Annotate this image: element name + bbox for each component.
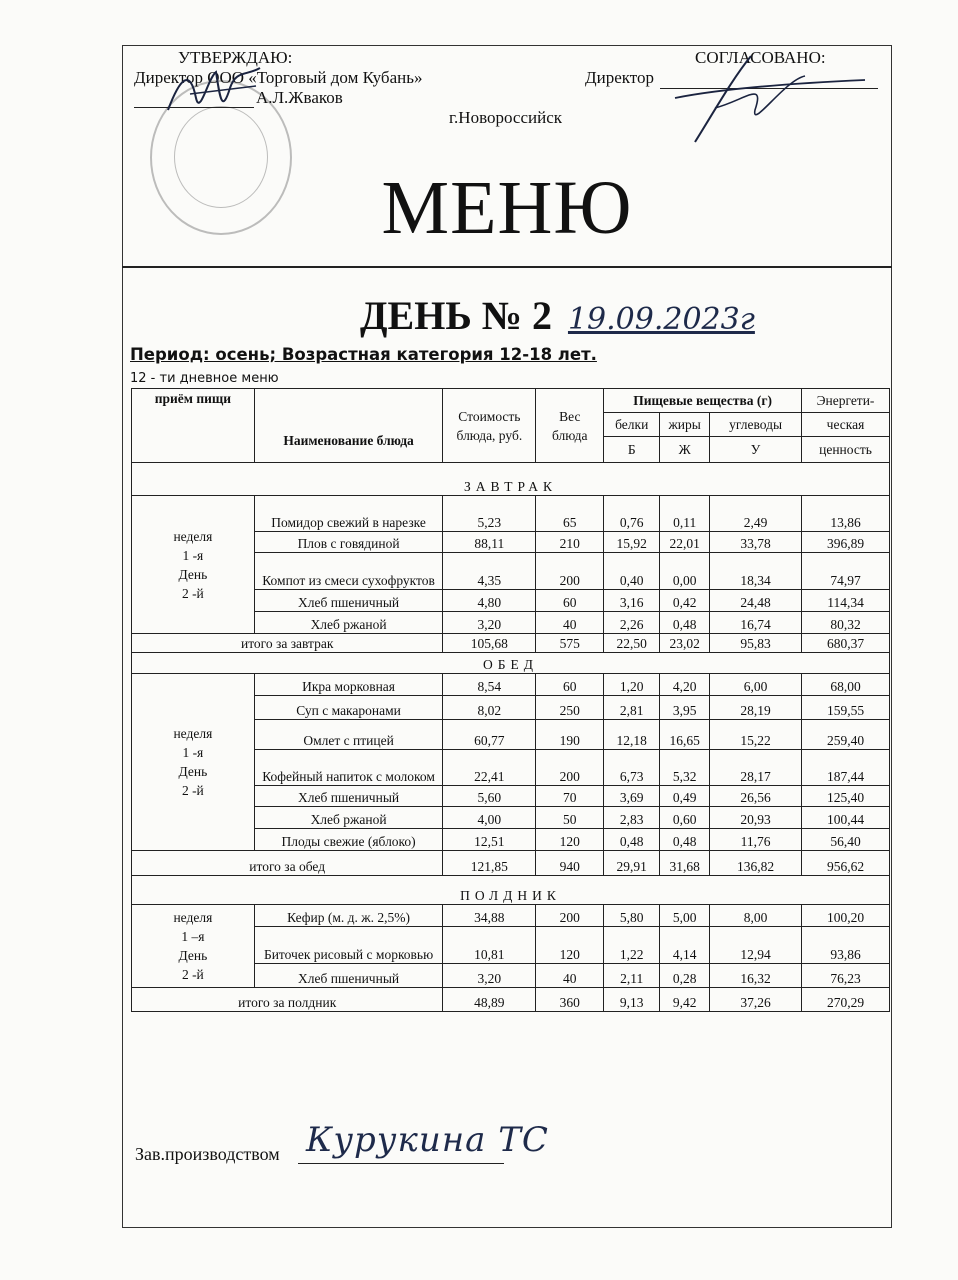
section-snack: ПОЛДНИК [132,876,890,905]
director-name: А.Л.Жваков [256,88,343,107]
dish-name: Икра морковная [254,674,443,696]
col-protein: белки [604,413,660,437]
table-row: Биточек рисовый с морковью 10,81 120 1,22 4,14 12,94 93,86 [132,927,890,964]
dish-name: Помидор свежий в нарезке [254,496,443,532]
dish-name: Плоды свежие (яблоко) [254,829,443,851]
table-row: Омлет с птицей 60,77 190 12,18 16,65 15,22 259,40 [132,720,890,750]
dish-name: Хлеб пшеничный [254,590,443,612]
day-label: ДЕНЬ № 2 [360,293,552,338]
period-line: Период: осень; Возрастная категория 12-18 лет. [130,345,597,364]
dish-name: Кефир (м. д. ж. 2,5%) [254,905,443,927]
table-row: Кофейный напиток с молоком 22,41 200 6,73 5,32 28,17 187,44 [132,750,890,786]
table-row: Плов с говядиной 88,11 210 15,92 22,01 33,78 396,89 [132,532,890,553]
table-row: Хлеб пшеничный 5,60 70 3,69 0,49 26,56 125,40 [132,786,890,807]
footer-signature: Курукина ТС [306,1120,549,1160]
dish-name: Омлет с птицей [254,720,443,750]
director-line: Директор ООО «Торговый дом Кубань» [134,68,423,87]
section-breakfast: ЗАВТРАК [132,463,890,496]
table-row: Компот из смеси сухофруктов 4,35 200 0,40 0,00 18,34 74,97 [132,553,890,590]
day-date: 19.09.2023г [567,302,755,337]
dish-name: Плов с говядиной [254,532,443,553]
dish-name: Хлеб пшеничный [254,964,443,988]
table-row: Хлеб пшеничный 4,80 60 3,16 0,42 24,48 114,34 [132,590,890,612]
col-b: Б [604,437,660,463]
dish-name: Кофейный напиток с молоком [254,750,443,786]
dish-name: Компот из смеси сухофруктов [254,553,443,590]
table-row: Хлеб пшеничный 3,20 40 2,11 0,28 16,32 76,23 [132,964,890,988]
menu-table [131,388,890,1012]
total-row-snack: итого за полдник 48,89 360 9,13 9,42 37,26 270,29 [132,988,890,1012]
dish-name: Хлеб ржаной [254,807,443,829]
table-row: Хлеб ржаной 4,00 50 2,83 0,60 20,93 100,44 [132,807,890,829]
col-dish: Наименование блюда [254,389,443,463]
agreed-director: Директор [585,68,654,87]
title-divider [122,266,892,268]
approve-label: УТВЕРЖДАЮ: [178,48,293,67]
agreed-signature [655,50,885,150]
table-row: Хлеб ржаной 3,20 40 2,26 0,48 16,74 80,32 [132,612,890,634]
week-day-label: неделя 1 -я День 2 -й [132,674,255,851]
city: г.Новороссийск [449,108,563,127]
col-energy-1: Энергети- [802,389,890,413]
table-row: неделя 1 -я День 2 -й Помидор свежий в нарезке 5,23 65 0,76 0,11 2,49 13,86 [132,496,890,532]
dish-name: Хлеб пшеничный [254,786,443,807]
menu-subtitle: 12 - ти дневное меню [130,371,279,386]
col-u: У [710,437,802,463]
col-weight: Вес блюда [536,389,604,463]
week-day-label: неделя 1 –я День 2 -й [132,905,255,988]
day-title [360,292,755,339]
col-cost: Стоимость блюда, руб. [443,389,536,463]
total-row-breakfast: итого за завтрак 105,68 575 22,50 23,02 95,83 680,37 [132,634,890,653]
dish-name: Суп с макаронами [254,696,443,720]
agreed-label: СОГЛАСОВАНО: [695,48,826,67]
col-meal: приём пищи [132,389,255,463]
col-carbs: углеводы [710,413,802,437]
col-zh: Ж [660,437,710,463]
col-fat: жиры [660,413,710,437]
page-title: МЕНЮ [381,166,633,250]
col-energy-2: ческая [802,413,890,437]
table-row: неделя 1 –я День 2 -й Кефир (м. д. ж. 2,5%) 34,88 200 5,80 5,00 8,00 100,20 [132,905,890,927]
week-day-label: неделя 1 -я День 2 -й [132,496,255,634]
total-row-lunch: итого за обед 121,85 940 29,91 31,68 136,82 956,62 [132,851,890,876]
table-row: неделя 1 -я День 2 -й Икра морковная 8,54 60 1,20 4,20 6,00 68,00 [132,674,890,696]
section-lunch: ОБЕД [132,653,890,674]
table-head [132,389,890,463]
footer-label: Зав.производством [135,1144,280,1164]
table-row: Плоды свежие (яблоко) 12,51 120 0,48 0,48 11,76 56,40 [132,829,890,851]
director-signature [160,58,270,128]
footer-signature-line [298,1163,504,1164]
dish-name: Биточек рисовый с морковью [254,927,443,964]
col-energy-3: ценность [802,437,890,463]
dish-name: Хлеб ржаной [254,612,443,634]
table-row: Суп с макаронами 8,02 250 2,81 3,95 28,19 159,55 [132,696,890,720]
col-nutrients: Пищевые вещества (г) [604,389,802,413]
